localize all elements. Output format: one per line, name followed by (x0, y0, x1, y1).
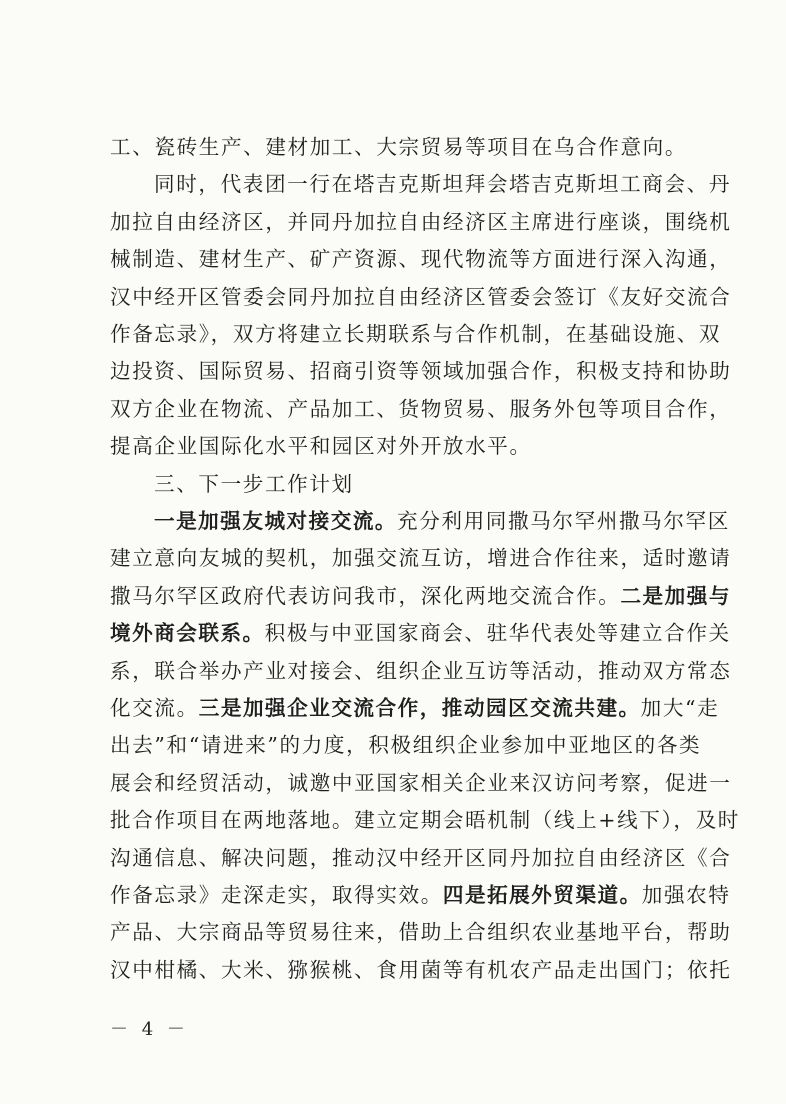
text-segment: 边投资、国际贸易、招商引资等领域加强合作，积极支持和协助 (110, 359, 732, 384)
text-line (110, 394, 731, 424)
text-line (110, 543, 731, 573)
text-segment: 展会和经贸活动，诚邀中亚国家相关企业来汉访问考察，促进一 (110, 770, 732, 795)
text-line (110, 244, 731, 274)
text-segment: 加大“走 (640, 696, 720, 720)
text-line (110, 356, 731, 386)
text-segment: 同时，代表团一行在塔吉克斯坦拜会塔吉克斯坦工商会、丹 (154, 172, 732, 197)
text-segment: 沟通信息、解决问题，推动汉中经开区同丹加拉自由经济区《合 (110, 845, 732, 870)
text-segment: 械制造、建材生产、矿产资源、现代物流等方面进行深入沟通， (110, 247, 732, 272)
bold-heading-segment: 四是拓展外贸渠道。 (442, 883, 642, 907)
text-segment: 批合作项目在两地落地。建立定期会晤机制（线上+线下），及时 (110, 808, 740, 833)
text-line (154, 506, 730, 536)
text-segment: 加拉自由经济区，并同丹加拉自由经济区主席进行座谈，围绕机 (110, 209, 732, 234)
bold-heading-segment: 二是加强与 (620, 583, 731, 608)
text-line (110, 207, 731, 237)
text-segment: 积极与中亚国家商会、驻华代表处等建立合作关 (264, 621, 731, 646)
text-segment: 双方企业在物流、产品加工、货物贸易、服务外包等项目合作， (110, 396, 732, 421)
bold-heading-segment: 境外商会联系。 (110, 621, 265, 646)
bold-heading-segment: 一是加强友城对接交流。 (154, 509, 398, 533)
text-line (110, 282, 731, 312)
bold-heading-segment: 三是加强企业交流合作，推动园区交流共建。 (198, 696, 641, 720)
text-line (110, 132, 687, 162)
text-line (110, 880, 731, 910)
text-line (110, 768, 731, 798)
text-segment: 作备忘录》走深走实，取得实效。 (110, 883, 443, 907)
text-line (154, 169, 731, 199)
text-segment: 充分利用同撒马尔罕州撒马尔罕区 (397, 509, 730, 533)
text-segment: 化交流。 (110, 696, 199, 720)
text-segment: 撒马尔罕区政府代表访问我市，深化两地交流合作。 (110, 583, 621, 608)
text-segment: 加强农特 (641, 883, 731, 907)
text-line (110, 730, 701, 760)
text-line (154, 469, 354, 499)
text-segment: 系，联合举办产业对接会、组织企业互访等活动，推动双方常态 (110, 658, 732, 683)
text-segment: 三、下一步工作计划 (154, 471, 354, 496)
text-segment: 作备忘录》，双方将建立长期联系与合作机制，在基础设施、双 (110, 322, 722, 346)
text-segment: 汉中经开区管委会同丹加拉自由经济区管委会签订《友好交流合 (110, 284, 732, 309)
text-segment: 提高企业国际化水平和园区对外开放水平。 (110, 434, 532, 459)
text-segment: 工、瓷砖生产、建材加工、大宗贸易等项目在乌合作意向。 (110, 135, 688, 159)
text-line (110, 431, 532, 461)
text-segment: 出去”和“请进来”的力度，积极组织企业参加中亚地区的各类 (110, 733, 702, 758)
text-line (110, 917, 731, 947)
text-segment: 汉中柑橘、大米、猕猴桃、食用菌等有机农产品走出国门；依托 (110, 957, 732, 982)
text-line (110, 955, 731, 985)
text-line (110, 656, 731, 686)
text-line (110, 618, 731, 648)
text-segment: 建立意向友城的契机，加强交流互访，增进合作往来，适时邀请 (110, 546, 732, 571)
page-number: － 4 － (110, 1019, 189, 1040)
text-segment: 产品、大宗商品等贸易往来，借助上合组织农业基地平台，帮助 (110, 920, 732, 945)
text-line (110, 805, 740, 835)
text-line (110, 319, 721, 349)
text-line (110, 843, 731, 873)
text-line (110, 581, 731, 611)
text-line (110, 693, 719, 723)
